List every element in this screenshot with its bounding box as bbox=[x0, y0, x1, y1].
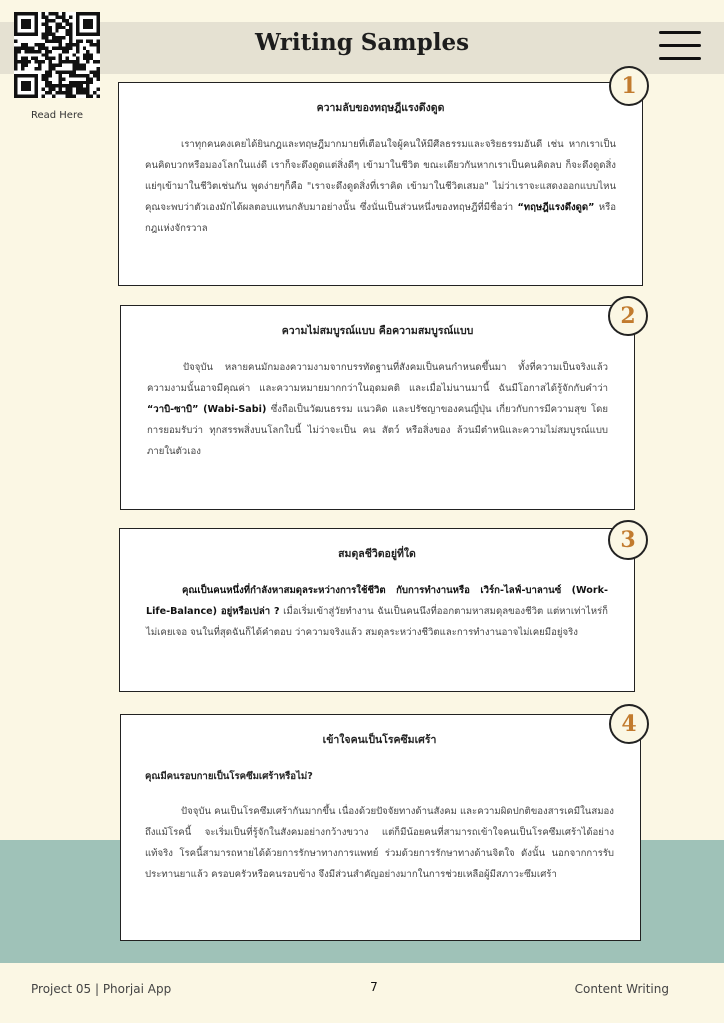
sample-number-badge-3: 3 bbox=[608, 520, 648, 560]
card-3-body: คุณเป็นคนหนึ่งที่กำลังหาสมดุลระหว่างการใช้ชีวิต กับการทำงานหรือ เวิร์ก-ไลฟ์-บาลานซ์ (Work- Life-Balance) อยู่หรือเปล่า ? เมื่อเริ่มเข้าสู่วัยทำงาน ฉันเป็นคนนึงที่ออกตามหาสมดุลของชีวิต แต่หาเท่าไหร่ก็ไม่เคยเจอ จนในที่สุดฉันก็ได้คำตอบ ว่าความจริงแล้ว สมดุลระหว่างชีวิตและการทำงานอาจไม่เคยมีอยู่จริง bbox=[146, 585, 608, 638]
writing-sample-card-1 bbox=[118, 82, 643, 286]
sample-number-badge-1: 1 bbox=[609, 66, 649, 106]
footer-project-label: Project 05 | Phorjai App bbox=[31, 982, 172, 996]
writing-sample-card-2 bbox=[120, 305, 635, 510]
sample-number-badge-4: 4 bbox=[609, 704, 649, 744]
writing-sample-card-3 bbox=[119, 528, 635, 692]
card-4-subtitle: คุณมีคนรอบกายเป็นโรคซึมเศร้าหรือไม่? bbox=[145, 771, 313, 782]
card-3-title: สมดุลชีวิตอยู่ที่ใด bbox=[338, 548, 416, 560]
footer-section-label: Content Writing bbox=[574, 982, 669, 996]
card-1-body: เราทุกคนคงเคยได้ยินกฎและทฤษฎีมากมายที่เตือนใจผู้คนให้มีศีลธรรมและจริยธรรมอันดี เช่น หากเราเป็นคนคิดบวกหรือมองโลกในแง่ดี เราก็จะดึงดูดแต่สิ่งดีๆ เข้ามาในชีวิต ขณะเดียวกันหากเราเป็นคนคิดลบ ก็จะดึงดูดสิ่งแย่ๆเข้ามาในชีวิตเช่นกัน พูดง่ายๆก็คือ "เราจะดึงดูดสิ่งที่เราคิด เข้ามาในชีวิตเสมอ" ไม่ว่าเราจะแสดงออกแบบไหนคุณจะพบว่าตัวเองมักได้ผลตอบแทนกลับมาอย่างนั้น ซึ่งนั่นเป็นส่วนหนึ่งของทฤษฎีที่มีชื่อว่า “ทฤษฎีแรงดึงดูด” หรือกฎแห่งจักรวาล bbox=[145, 139, 617, 234]
qr-read-here-label: Read Here bbox=[30, 110, 84, 121]
page-number: 7 bbox=[370, 980, 378, 994]
card-4-body: ปัจจุบัน คนเป็นโรคซึมเศร้ากันมากขึ้น เนื่องด้วยปัจจัยทางด้านสังคม และความผิดปกติของสารเคมีในสมอง ถึงแม้โรคนี้ จะเริ่มเป็นที่รู้จักในสังคมอย่างกว้างขวาง แต่ก็มีน้อยคนที่สามารถเข้าใจคนเป็นโรคซึมเศร้าได้อย่างแท้จริง โรคนี้สามารถหายได้ด้วยการรักษาทางการแพทย์ ร่วมด้วยการรักษาทางด้านจิตใจ ดังนั้น นอกจากการรับประทานยาแล้ว ครอบครัวหรือคนรอบข้าง จึงมีส่วนสำคัญอย่างมากในการช่วยเหลือผู้มีสภาวะซึมเศร้า bbox=[145, 806, 614, 880]
page-title: Writing Samples bbox=[254, 29, 470, 56]
card-1-title: ความลับของทฤษฎีแรงดึงดูด bbox=[316, 102, 445, 114]
card-4-title: เข้าใจคนเป็นโรคซึมเศร้า bbox=[322, 734, 437, 746]
card-2-body: ปัจจุบัน หลายคนมักมองความงามจากบรรทัดฐานที่สังคมเป็นคนกำหนดขึ้นมา ทั้งที่ความเป็นจริงแล้ว ความงามนั้นอาจมีคุณค่า และความหมายมากกว่าในอุดมคติ และเมื่อไม่นานมานี้ ฉันมีโอกาสได้รู้จักกับคำว่า “วาบิ-ซาบิ” (Wabi-Sabi) ซึ่งถือเป็นวัฒนธรรม แนวคิด และปรัชญาของคนญี่ปุ่น เกี่ยวกับการมีความสุข โดยการยอมรับว่า ทุกสรรพสิ่งบนโลกใบนี้ ไม่ว่าจะเป็น คน สัตว์ หรือสิ่งของ ล้วนมีตำหนิและความไม่สมบูรณ์แบบภายในตัวเอง bbox=[147, 362, 608, 457]
hamburger-menu-icon[interactable] bbox=[659, 31, 701, 63]
writing-sample-card-4 bbox=[120, 714, 641, 941]
sample-number-badge-2: 2 bbox=[608, 296, 648, 336]
card-2-title: ความไม่สมบูรณ์แบบ คือความสมบูรณ์แบบ bbox=[281, 325, 474, 337]
